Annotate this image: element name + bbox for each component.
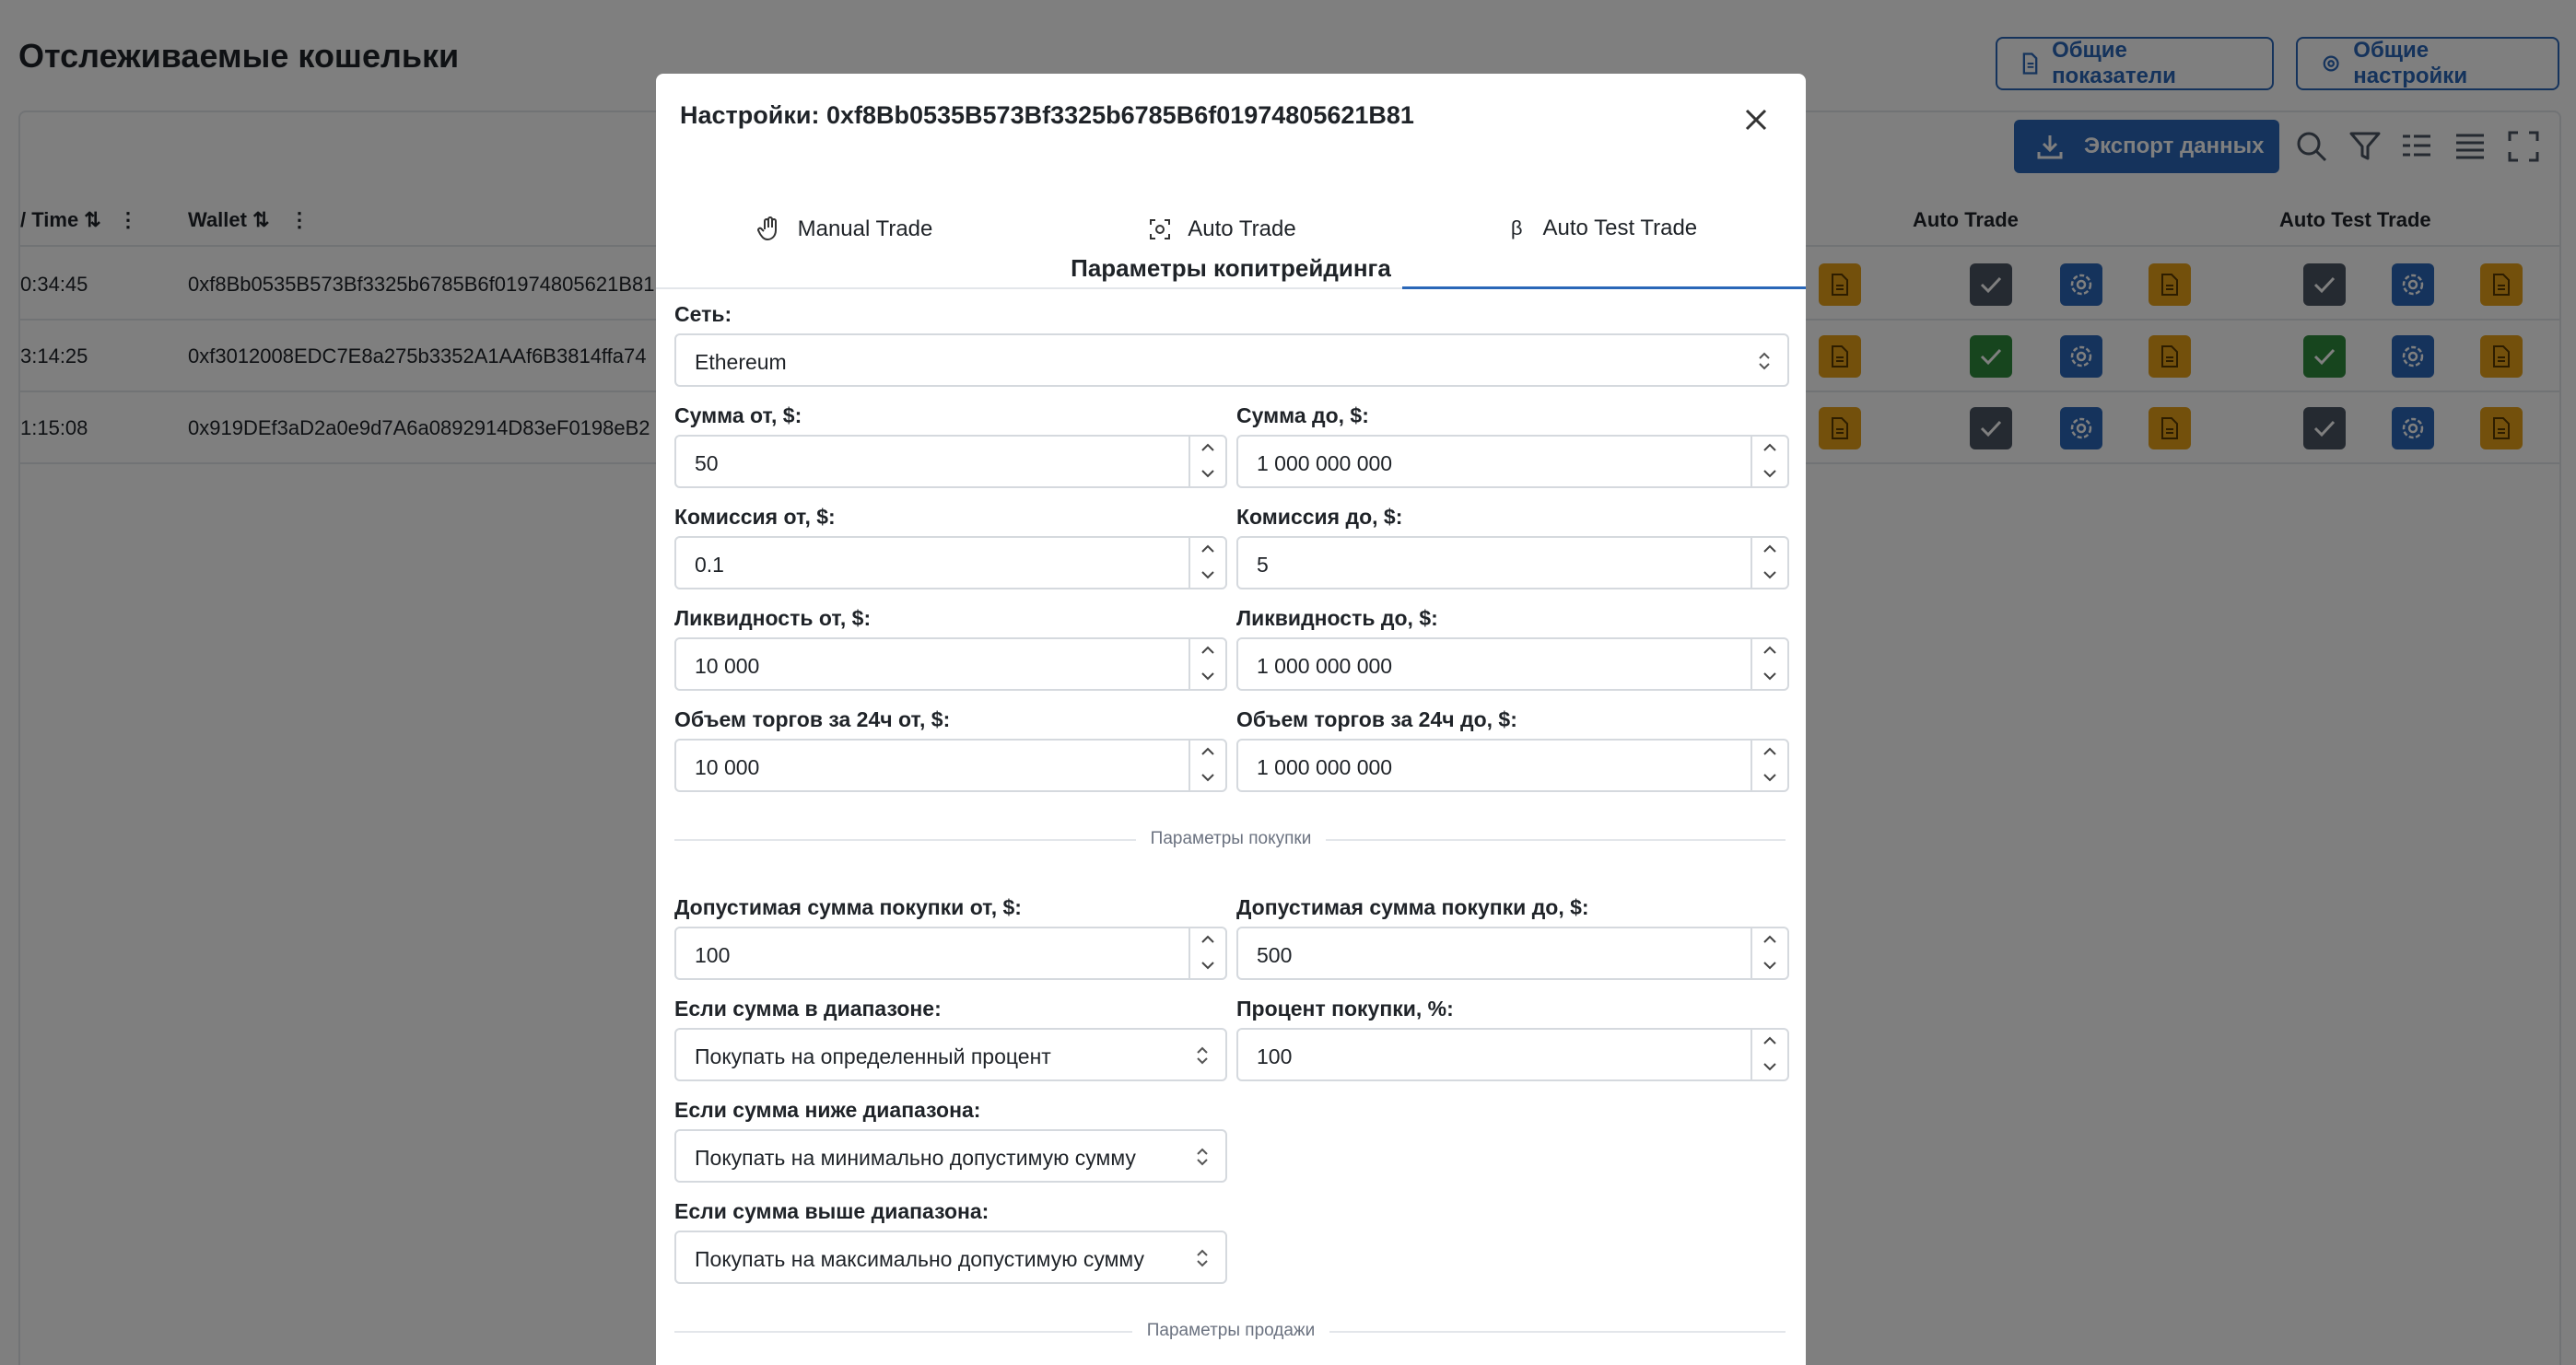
beta-icon: β [1510,216,1523,239]
chevron-down-icon [1762,772,1778,783]
chevron-up-icon [1200,442,1216,453]
number-stepper[interactable] [1751,437,1787,486]
fee-to-input[interactable] [1236,536,1789,589]
section-title: Параметры копитрейдинга [1071,254,1391,282]
number-stepper[interactable] [1751,1030,1787,1079]
chevron-down-icon [1762,569,1778,580]
liquidity-to-value: 1 000 000 000 [1257,654,1393,678]
network-value: Ethereum [695,350,787,374]
chevron-down-icon [1200,960,1216,971]
fee-from-input[interactable] [674,536,1227,589]
in-range-select[interactable] [674,1028,1227,1081]
volume-from-value: 10 000 [695,755,760,779]
buy-from-value: 100 [695,943,731,967]
above-range-value: Покупать на максимально допустимую сумму [695,1247,1144,1271]
above-range-label: Если сумма выше диапазона: [674,1199,989,1223]
fee-from-value: 0.1 [695,553,724,577]
below-range-label: Если сумма ниже диапазона: [674,1098,981,1122]
buy-to-value: 500 [1257,943,1293,967]
sum-from-input[interactable] [674,435,1227,488]
liquidity-to-input[interactable] [1236,637,1789,691]
in-range-value: Покупать на определенный процент [695,1044,1051,1068]
number-stepper[interactable] [1188,639,1225,689]
buy-section-title: Параметры покупки [656,829,1806,849]
volume-to-label: Объем торгов за 24ч до, $: [1236,707,1517,731]
chevron-down-icon [1200,772,1216,783]
chevron-down-icon [1762,1061,1778,1072]
chevron-up-icon [1762,934,1778,945]
sum-to-value: 1 000 000 000 [1257,451,1393,475]
sum-to-input[interactable] [1236,435,1789,488]
number-stepper[interactable] [1751,538,1787,588]
buy-from-input[interactable] [674,927,1227,980]
chevron-down-icon [1762,468,1778,479]
volume-from-input[interactable] [674,739,1227,792]
buy-to-input[interactable] [1236,927,1789,980]
number-stepper[interactable] [1751,928,1787,978]
number-stepper[interactable] [1751,639,1787,689]
fee-to-label: Комиссия до, $: [1236,505,1403,529]
in-range-label: Если сумма в диапазоне: [674,997,942,1021]
network-label: Сеть: [674,302,732,326]
modal-title: Настройки: 0xf8Bb0535B573Bf3325b6785B6f01974805621B81 [680,101,1414,129]
liquidity-to-label: Ликвидность до, $: [1236,606,1438,630]
number-stepper[interactable] [1751,741,1787,790]
chevron-up-icon [1200,543,1216,554]
network-select[interactable] [674,333,1789,387]
tab-label: Auto Trade [1188,216,1296,241]
fee-to-value: 5 [1257,553,1269,577]
number-stepper[interactable] [1188,741,1225,790]
liquidity-from-label: Ликвидность от, $: [674,606,872,630]
sum-from-label: Сумма от, $: [674,403,802,427]
below-range-value: Покупать на минимально допустимую сумму [695,1146,1136,1170]
select-arrows-icon [1196,1044,1209,1067]
sum-from-value: 50 [695,451,719,475]
chevron-up-icon [1200,746,1216,757]
number-stepper[interactable] [1188,538,1225,588]
number-stepper[interactable] [1188,437,1225,486]
select-arrows-icon [1758,350,1771,372]
tab-label: Manual Trade [797,216,933,241]
settings-modal [656,74,1806,1365]
tab-label: Auto Test Trade [1542,215,1698,240]
volume-to-input[interactable] [1236,739,1789,792]
chevron-down-icon [1200,468,1216,479]
chevron-up-icon [1200,934,1216,945]
above-range-select[interactable] [674,1231,1227,1284]
chevron-up-icon [1762,645,1778,656]
number-stepper[interactable] [1188,928,1225,978]
select-arrows-icon [1196,1146,1209,1168]
hand-icon [757,216,781,242]
buy-percent-label: Процент покупки, %: [1236,997,1454,1021]
liquidity-from-input[interactable] [674,637,1227,691]
chevron-up-icon [1762,746,1778,757]
below-range-select[interactable] [674,1129,1227,1183]
chevron-up-icon [1762,1035,1778,1046]
chevron-up-icon [1200,645,1216,656]
fee-from-label: Комиссия от, $: [674,505,836,529]
liquidity-from-value: 10 000 [695,654,760,678]
volume-to-value: 1 000 000 000 [1257,755,1393,779]
sell-section-title: Параметры продажи [656,1321,1806,1341]
select-arrows-icon [1196,1247,1209,1269]
chevron-up-icon [1762,442,1778,453]
close-icon[interactable] [1739,103,1773,136]
buy-from-label: Допустимая сумма покупки от, $: [674,895,1022,919]
target-icon [1149,218,1171,240]
buy-to-label: Допустимая сумма покупки до, $: [1236,895,1589,919]
chevron-down-icon [1200,671,1216,682]
chevron-down-icon [1762,960,1778,971]
buy-percent-input[interactable] [1236,1028,1789,1081]
buy-percent-value: 100 [1257,1044,1293,1068]
volume-from-label: Объем торгов за 24ч от, $: [674,707,951,731]
chevron-down-icon [1762,671,1778,682]
chevron-down-icon [1200,569,1216,580]
sum-to-label: Сумма до, $: [1236,403,1369,427]
chevron-up-icon [1762,543,1778,554]
